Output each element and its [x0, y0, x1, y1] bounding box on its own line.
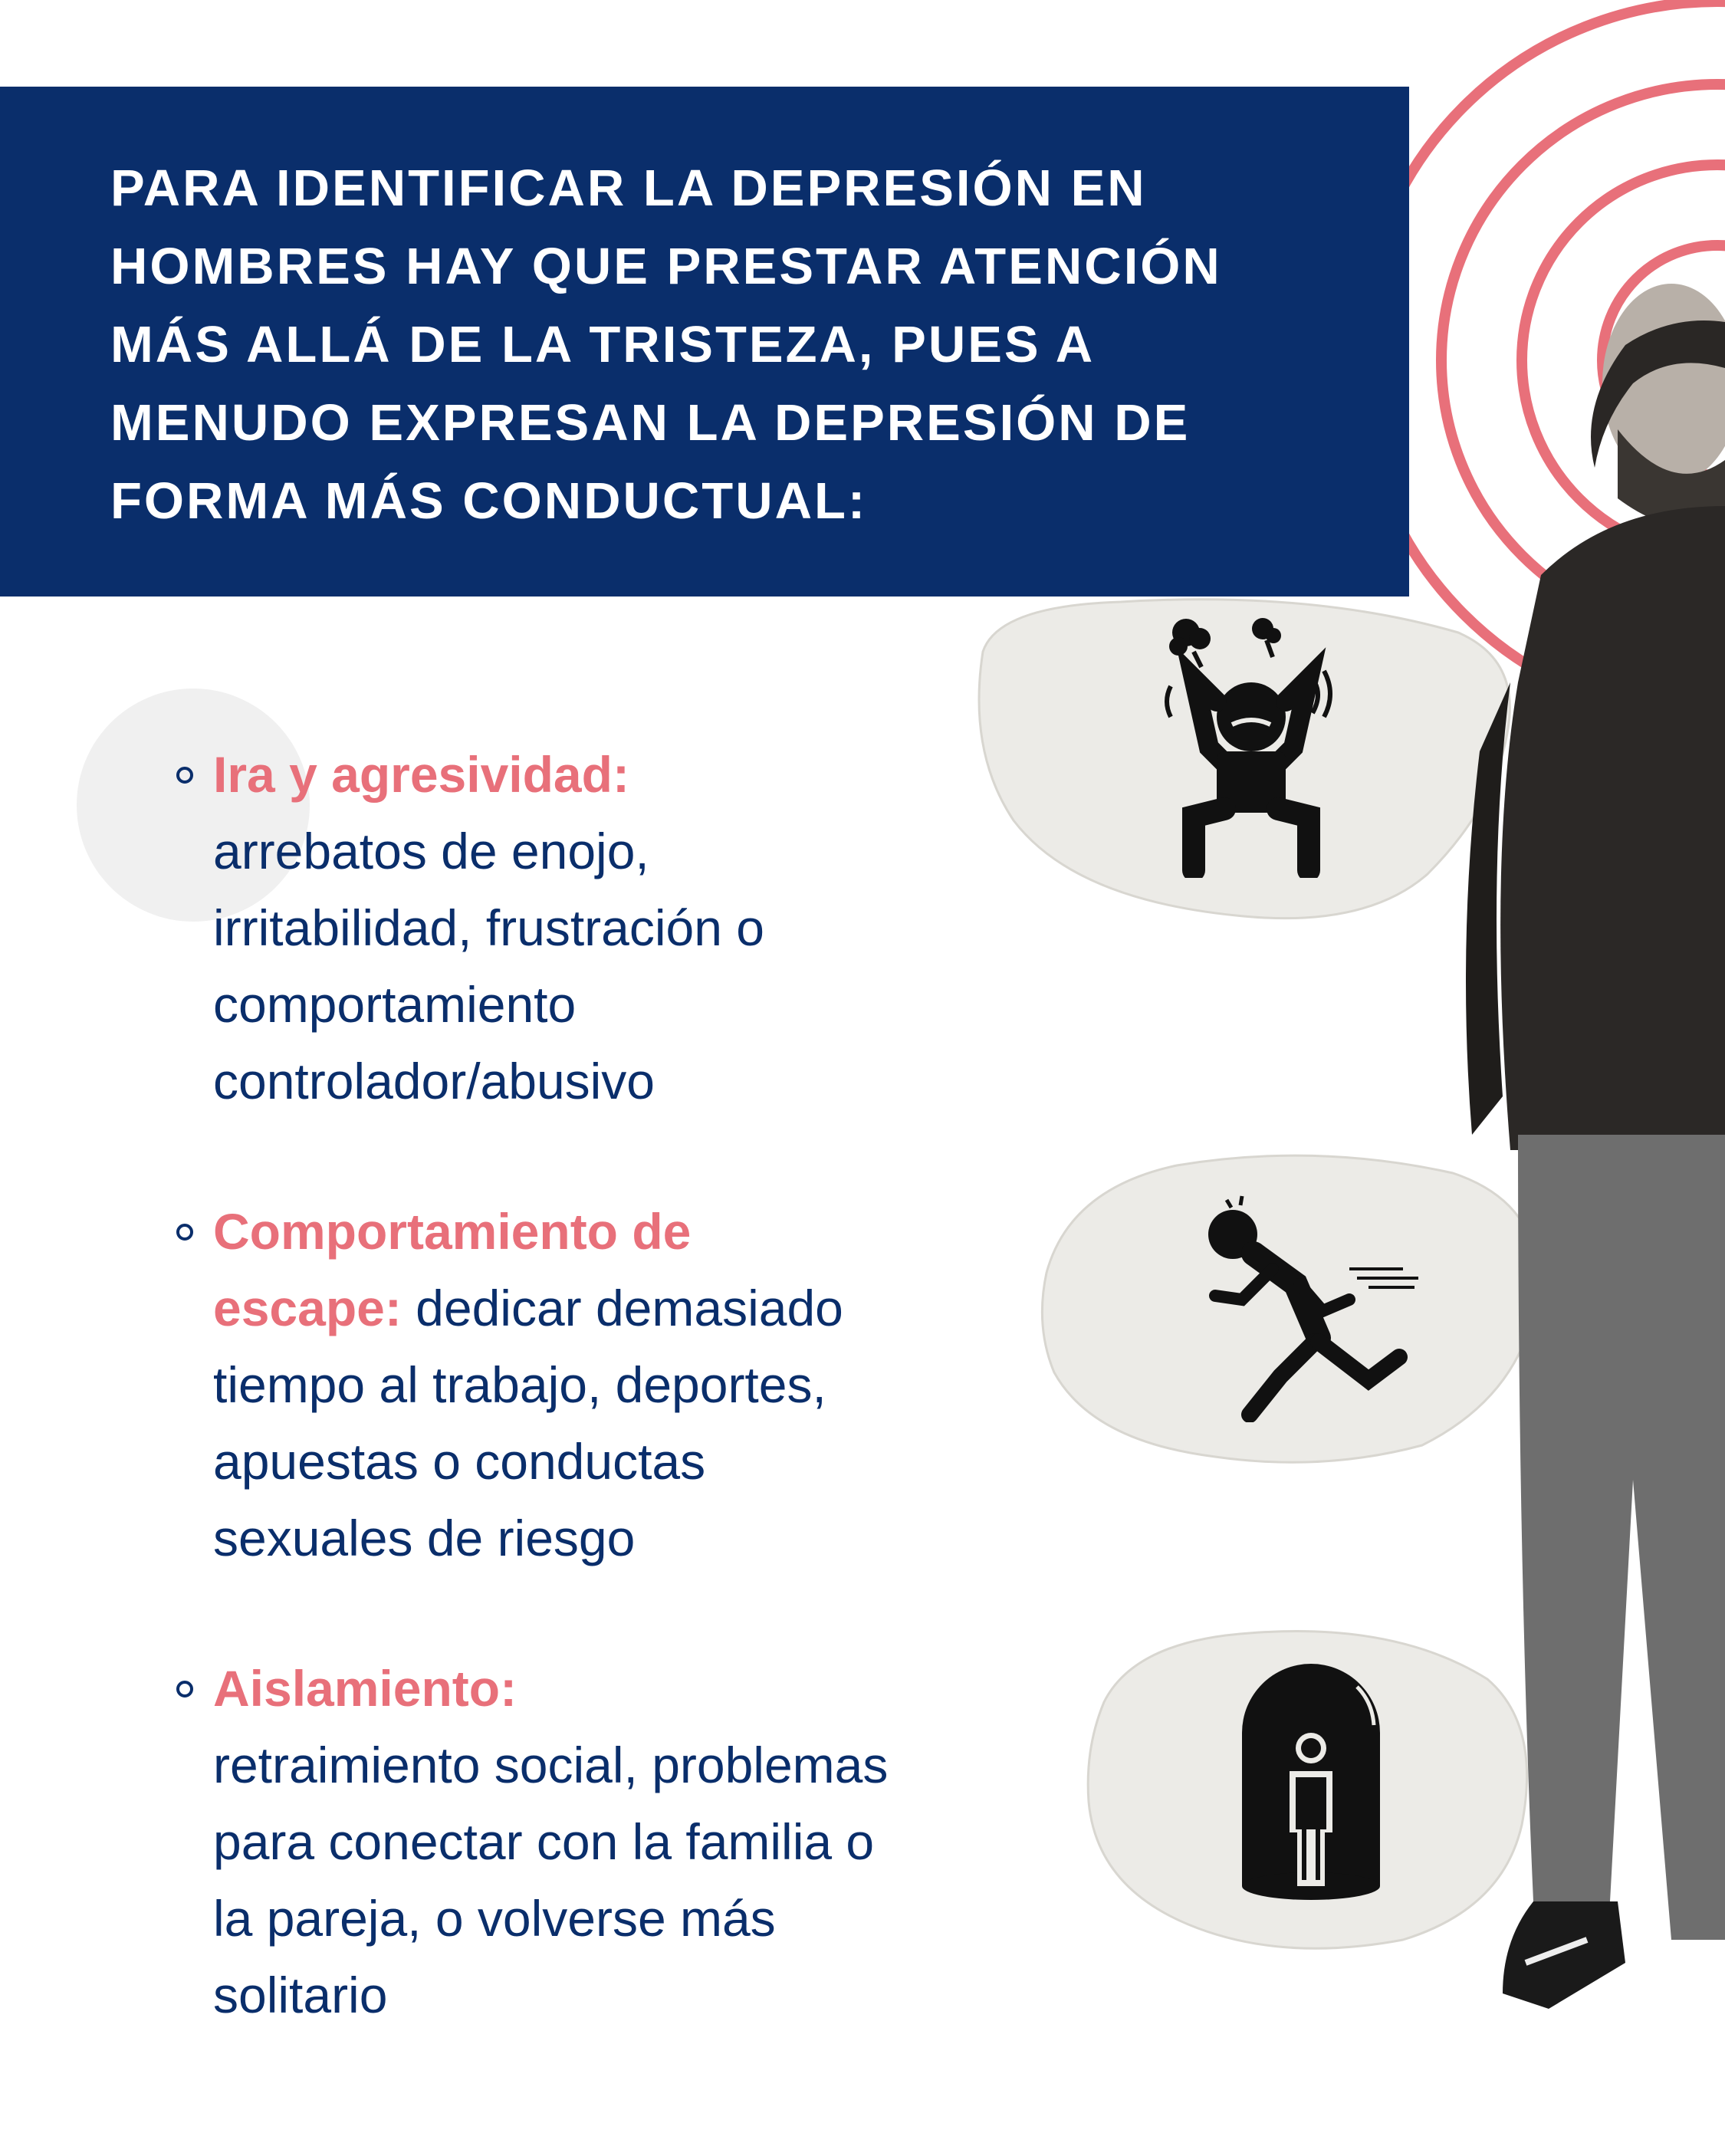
man-photo: [1441, 253, 1725, 2156]
item-description: arrebatos de enojo, irritabilidad, frustración o comportamiento controlador/abusivo: [213, 823, 764, 1109]
item-description: retraimiento social, problemas para conectar con la familia o la pareja, o volverse más solitario: [213, 1737, 889, 2023]
bullet-icon: [176, 1224, 193, 1241]
bullet-icon: [176, 767, 193, 784]
bullet-icon: [176, 1681, 193, 1698]
symptom-list: [169, 736, 889, 2107]
item-title: Ira y agresividad:: [213, 746, 629, 803]
list-item: [169, 1650, 889, 2033]
list-item: [169, 1193, 889, 1576]
person-in-bell-jar-icon: [1234, 1656, 1388, 1909]
item-title: Comportamiento de escape:: [213, 1203, 692, 1336]
angry-person-icon: [1163, 610, 1347, 878]
list-item: [169, 736, 889, 1119]
running-person-icon: [1196, 1185, 1441, 1422]
header-banner: [0, 87, 1409, 597]
item-description: dedicar demasiado tiempo al trabajo, deportes, apuestas o conductas sexuales de riesgo: [213, 1280, 843, 1566]
item-title: Aislamiento:: [213, 1660, 518, 1717]
page-title: PARA IDENTIFICAR LA DEPRESIÓN EN HOMBRES HAY QUE PRESTAR ATENCIÓN MÁS ALLÁ DE LA TRISTEZA, PUES A MENUDO EXPRESAN LA DEPRESIÓN DE FORMA MÁS CONDUCTUAL:: [110, 159, 1222, 530]
